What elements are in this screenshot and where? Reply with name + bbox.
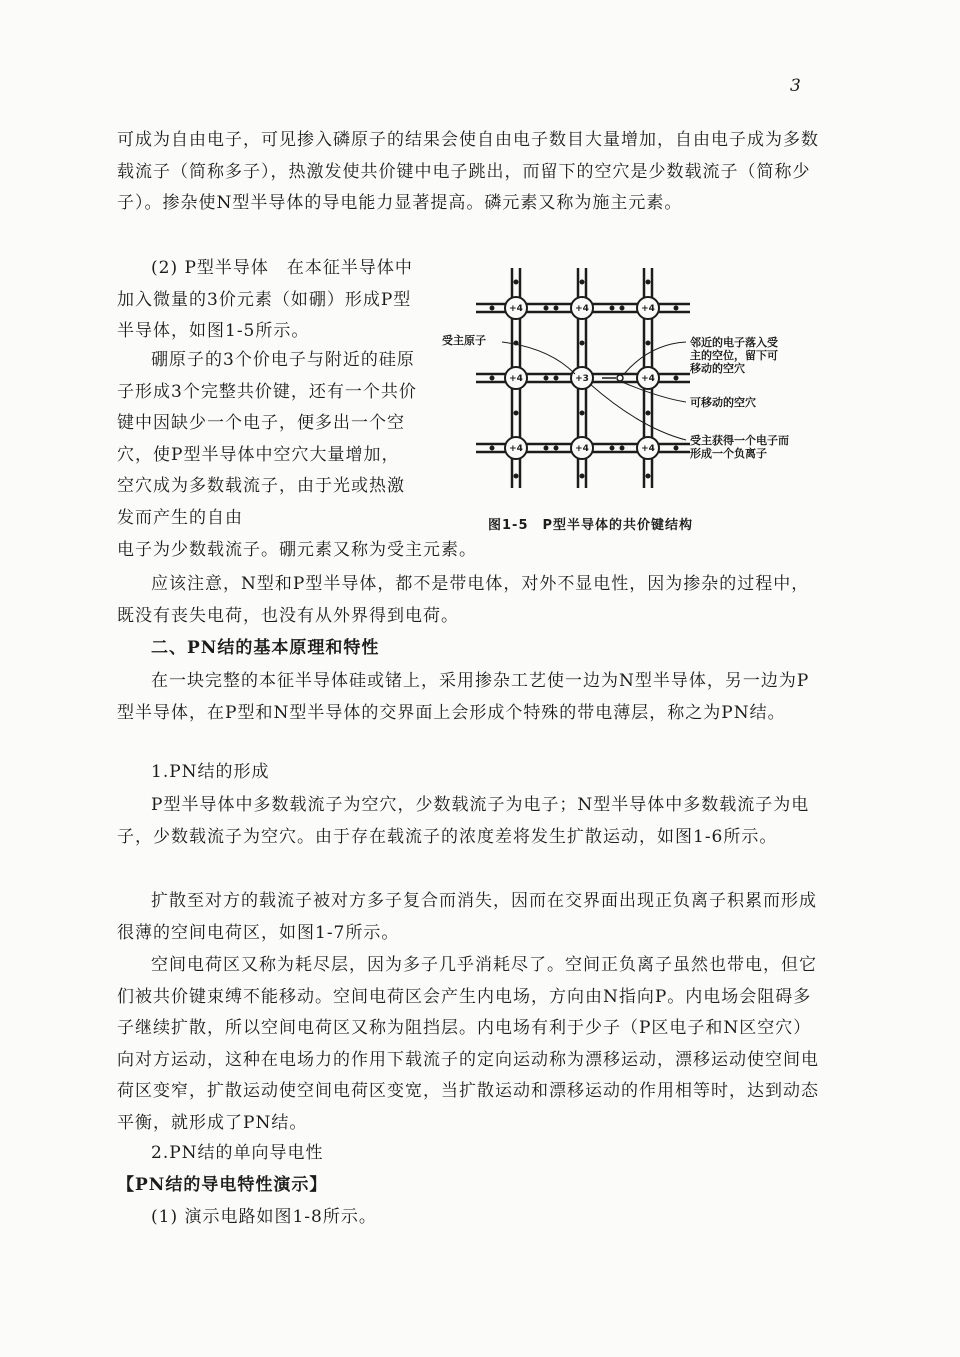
paragraph-boron: 硼原子的3个价电子与附近的硅原子形成3个完整共价键，还有一个共价键中因缺少一个电子，便多出一个空穴，使P型半导体中空穴大量增加，空穴成为多数载流子，由于光或热激发而产生的自由: [117, 350, 417, 528]
figure-caption: 图1-5 P型半导体的共价键结构: [488, 518, 694, 533]
atom-si-2: +4: [575, 304, 589, 314]
subheading-unidirectional: 2.PN结的单向导电性: [151, 1143, 324, 1163]
paragraph-neutral: 应该注意，N型和P型半导体，都不是带电体，对外不显电性，因为掺杂的过程中，既没有丧失电荷，也没有从外界得到电荷。: [117, 574, 810, 626]
atom-si-3: +4: [641, 304, 655, 314]
label-mobile-hole: 可移动的空穴: [690, 396, 756, 409]
atom-si-8: +4: [641, 444, 655, 454]
atom-si-5: +4: [641, 374, 655, 384]
label-negative-ion: 受主获得一个电子而 形成一个负离子: [690, 434, 789, 460]
figure-p-type-lattice: [440, 258, 840, 540]
section-heading-pn: 二、PN结的基本原理和特性: [151, 638, 380, 658]
paragraph-depletion: 空间电荷区又称为耗尽层，因为多子几乎消耗尽了。空间正负离子虽然也带电，但它们被共价键束缚不能移动。空间电荷区会产生内电场，方向由N指向P。内电场会阻碍多子继续扩散，所以空间电荷区又称为阻挡层。内电场有利于少子（P区电子和N区空穴）向对方运动，这种在电场力的作用下载流子的定向运动称为漂移运动，漂移运动使空间电荷区变窄，扩散运动使空间电荷区变宽，当扩散运动和漂移运动的作用相等时，达到动态平衡，就形成了PN结。: [117, 955, 819, 1133]
paragraph-donor: 可成为自由电子，可见掺入磷原子的结果会使自由电子数目大量增加，自由电子成为多数载流子（简称多子），热激发使共价键中电子跳出，而留下的空穴是少数载流子（简称少子）。掺杂使N型半导体的导电能力显著提高。磷元素又称为施主元素。: [117, 130, 819, 213]
atom-si-7: +4: [575, 444, 589, 454]
subheading-pn-formation: 1.PN结的形成: [151, 762, 270, 782]
atom-si-6: +4: [509, 444, 523, 454]
lattice-diagram: [440, 258, 840, 508]
paragraph-demo-circuit: (1) 演示电路如图1-8所示。: [151, 1207, 377, 1227]
label-neighbor-electron: 邻近的电子落入受 主的空位，留下可 移动的空穴: [690, 336, 778, 375]
page-number: 3: [790, 76, 801, 96]
atom-si-1: +4: [509, 304, 523, 314]
atom-si-4: +4: [509, 374, 523, 384]
paragraph-carriers: P型半导体中多数载流子为空穴，少数载流子为电子；N型半导体中多数载流子为电子，少数载流子为空穴。由于存在载流子的浓度差将发生扩散运动，如图1-6所示。: [117, 795, 810, 847]
subheading-demo: 【PN结的导电特性演示】: [117, 1175, 328, 1195]
paragraph-p-type-intro: (2) P型半导体 在本征半导体中加入微量的3价元素（如硼）形成P型半导体，如图1-5所示。: [117, 258, 413, 341]
paragraph-pn-intro: 在一块完整的本征半导体硅或锗上，采用掺杂工艺使一边为N型半导体，另一边为P型半导体，在P型和N型半导体的交界面上会形成个特殊的带电薄层，称之为PN结。: [117, 671, 810, 723]
paragraph-boron-tail: 电子为少数载流子。硼元素又称为受主元素。: [117, 540, 477, 560]
paragraph-diffusion: 扩散至对方的载流子被对方多子复合而消失，因而在交界面出现正负离子积累而形成很薄的空间电荷区，如图1-7所示。: [117, 891, 817, 943]
atom-boron: +3: [575, 374, 589, 384]
label-acceptor-atom: 受主原子: [442, 334, 486, 347]
